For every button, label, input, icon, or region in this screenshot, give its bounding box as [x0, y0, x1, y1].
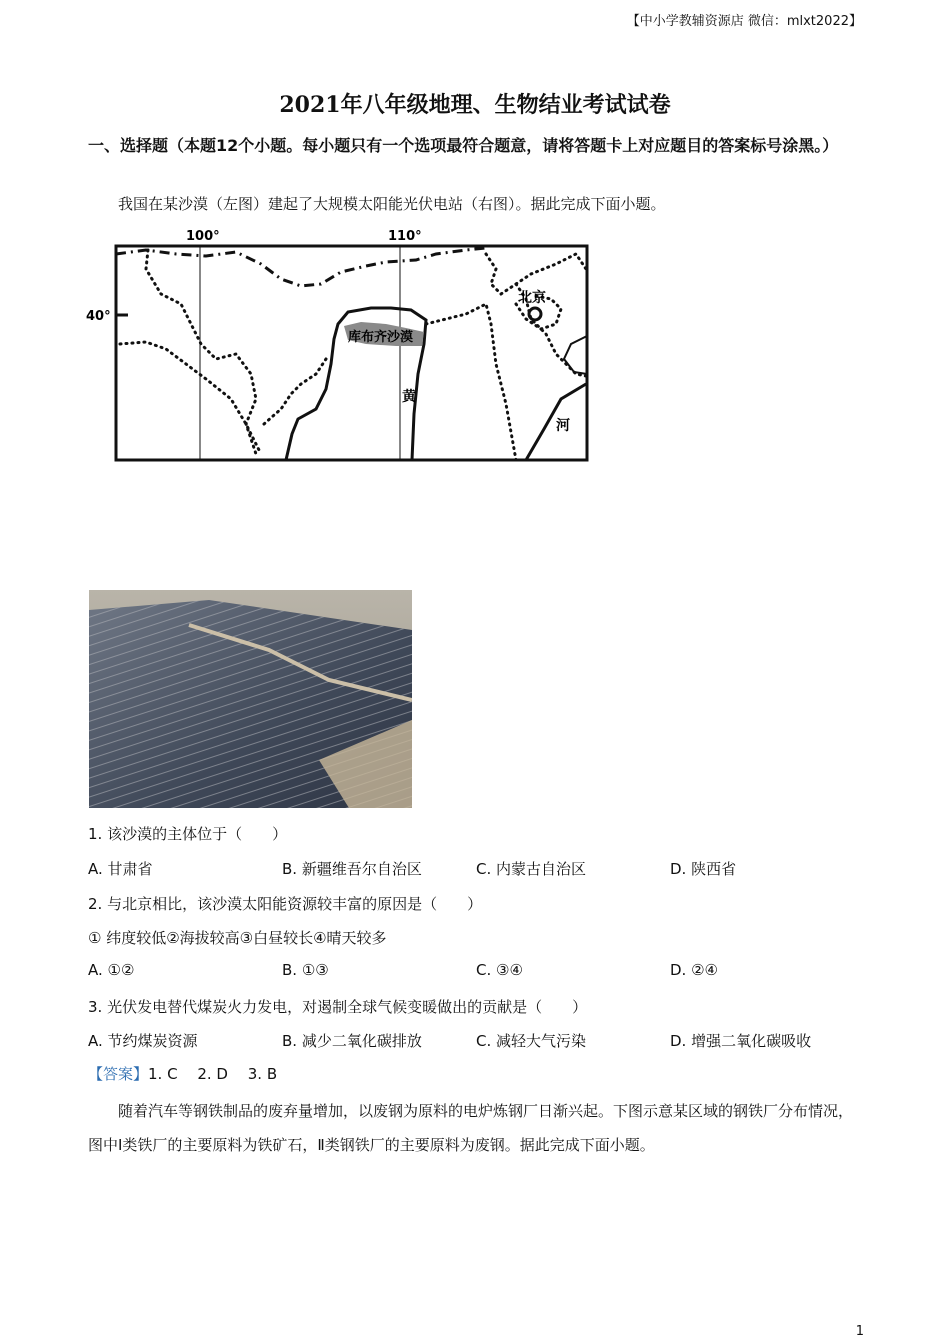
- river-label-2: 河: [556, 418, 570, 434]
- q2-option-d: D. ②④: [670, 961, 718, 979]
- answer-line: [88, 1063, 277, 1084]
- solar-farm-photo: [89, 590, 412, 808]
- intro-text: 我国在某沙漠（左图）建起了大规模太阳能光伏电站（右图）。据此完成下面小题。: [118, 195, 666, 213]
- solar-photo-svg: [89, 590, 412, 808]
- answer-text: 1. C 2. D 3. B: [148, 1065, 278, 1083]
- desert-label: 库布齐沙漠: [348, 330, 414, 345]
- document-title: 2021年八年级地理、生物结业考试试卷: [279, 92, 671, 118]
- lon-label-110: 110°: [388, 229, 422, 244]
- q3-option-c: C. 减轻大气污染: [476, 1032, 587, 1050]
- q2-option-c: C. ③④: [476, 961, 523, 979]
- q3-option-b: B. 减少二氧化碳排放: [282, 1032, 422, 1050]
- map-frame: [116, 246, 587, 460]
- q2-option-a: A. ①②: [88, 961, 135, 979]
- answer-tag: 【答案】: [88, 1065, 149, 1083]
- river-label-1: 黄: [402, 389, 416, 405]
- q1-option-b: B. 新疆维吾尔自治区: [282, 860, 422, 878]
- q1-option-d: D. 陕西省: [670, 860, 737, 878]
- next-section-paragraph: 随着汽车等钢铁制品的废弃量增加，以废钢为原料的电炉炼钢厂日渐兴起。下图示意某区域的钢铁厂分布情况，图中Ⅰ类铁厂的主要原料为铁矿石，Ⅱ类钢铁厂的主要原料为废钢。据此完成下面小题。: [88, 1102, 854, 1154]
- desert-map: [86, 224, 591, 466]
- city-label: 北京: [518, 290, 546, 306]
- q1-option-a: A. 甘肃省: [88, 860, 153, 878]
- q2-option-b: B. ①③: [282, 961, 329, 979]
- q3-option-d: D. 增强二氧化碳吸收: [670, 1032, 812, 1050]
- header-note: 【中小学教辅资源店 微信：mlxt2022】: [626, 14, 862, 29]
- page-number: 1: [855, 1324, 864, 1339]
- q1-option-c: C. 内蒙古自治区: [476, 860, 587, 878]
- question-1-stem: 1. 该沙漠的主体位于（ ）: [88, 825, 288, 843]
- section-heading: 一、选择题（本题12个小题。每小题只有一个选项最符合题意，请将答题卡上对应题目的答案标号涂黑。）: [88, 136, 839, 155]
- question-2-stem: 2. 与北京相比，该沙漠太阳能资源较丰富的原因是（ ）: [88, 895, 483, 913]
- question-2-note: ① 纬度较低②海拔较高③白昼较长④晴天较多: [88, 929, 387, 947]
- lon-label-100: 100°: [186, 229, 220, 244]
- lat-label-40: 40°: [86, 309, 111, 324]
- q3-option-a: A. 节约煤炭资源: [88, 1032, 198, 1050]
- map-svg: [86, 224, 591, 466]
- question-3-stem: 3. 光伏发电替代煤炭火力发电，对遏制全球气候变暖做出的贡献是（ ）: [88, 998, 588, 1016]
